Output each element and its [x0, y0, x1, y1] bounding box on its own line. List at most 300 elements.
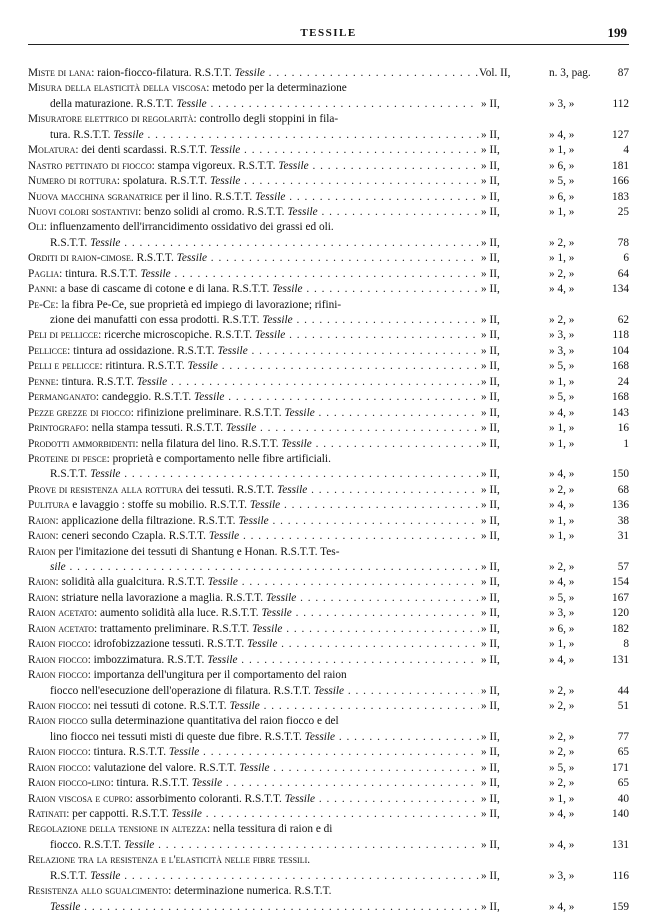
entry-term: Penne — [28, 375, 56, 388]
volume: » II, — [481, 144, 500, 157]
page-reference: 24 — [617, 375, 629, 388]
entry-text — [28, 190, 479, 205]
journal-name: Tessile — [284, 406, 315, 419]
issue-number: » 6, » — [549, 622, 575, 635]
entry-reference — [479, 359, 629, 374]
journal-name: Tessile — [265, 591, 297, 604]
entry-reference — [479, 560, 629, 575]
entry-text — [28, 328, 479, 343]
entry-term: Misura della elasticità della viscosa — [28, 82, 207, 95]
journal-name: Tessile — [208, 530, 240, 543]
page-reference: 51 — [617, 699, 629, 712]
volume: » II, — [481, 329, 500, 342]
entry-term: Raion fiocco — [28, 715, 88, 728]
page-reference: 118 — [612, 329, 629, 342]
entry-reference — [479, 745, 629, 760]
entry-text — [28, 81, 347, 96]
issue-number: » 3, » — [549, 869, 575, 882]
volume: » II, — [481, 499, 500, 512]
entry-term: Raion — [28, 576, 56, 589]
issue-number: » 2, » — [549, 746, 575, 759]
entry-reference — [479, 375, 629, 390]
issue-number: » 4, » — [549, 576, 575, 589]
entry-term: Raion — [28, 591, 56, 604]
journal-name: Tessile — [50, 900, 81, 913]
issue-number: » 2, » — [549, 236, 575, 249]
entry-description: dei tessuti. R.S.T.T. — [185, 483, 277, 496]
volume: » II, — [481, 267, 500, 280]
volume: » II, — [481, 777, 500, 790]
entry-term: Raion fiocco — [28, 761, 88, 774]
entry-term: Raion — [28, 514, 56, 527]
entry-separator: . — [130, 252, 137, 265]
entry-line — [28, 575, 629, 590]
index-entry — [28, 483, 629, 498]
entry-text — [28, 220, 334, 235]
entry-line — [28, 745, 629, 760]
entry-description: zione dei manufatti con essa prodotti. R.S.T.T. — [50, 314, 263, 326]
entry-reference — [479, 730, 629, 745]
volume: » II, — [481, 437, 500, 450]
entry-separator: : — [206, 82, 213, 95]
entry-term: Raion fiocco — [28, 699, 88, 712]
entry-description: tintura. R.S.T.T. — [61, 375, 137, 388]
issue-number: » 4, » — [549, 838, 575, 851]
entry-description: la fibra Pe-Ce, sue proprietà ed impiego di lavorazione; rifini- — [61, 298, 342, 311]
index-entry — [28, 267, 629, 282]
page-reference: 150 — [612, 468, 629, 481]
entry-text — [28, 452, 331, 467]
volume: » II, — [481, 838, 500, 851]
issue-number: » 3, » — [549, 329, 575, 342]
index-entry — [28, 776, 629, 791]
entry-separator: : — [87, 638, 94, 651]
issue-number: » 6, » — [549, 159, 575, 172]
entry-line — [28, 282, 629, 297]
entry-text — [28, 668, 347, 683]
volume: » II, — [481, 638, 500, 651]
entry-reference — [479, 776, 629, 791]
issue-number: n. 3, pag. — [549, 67, 591, 79]
entry-line — [28, 606, 629, 621]
entry-term: Peli di pellicce — [28, 329, 99, 342]
entry-text — [28, 761, 479, 776]
entry-line — [28, 560, 629, 575]
entry-term: Pe-Ce — [28, 298, 56, 311]
volume: » II, — [481, 236, 500, 249]
entry-text — [28, 822, 332, 837]
index-entry — [28, 159, 629, 174]
issue-number: » 4, » — [549, 653, 575, 666]
page-reference: 77 — [617, 730, 629, 743]
entry-text — [28, 344, 479, 359]
issue-number: » 2, » — [549, 684, 575, 697]
index-entry — [28, 220, 629, 251]
volume: » II, — [481, 283, 500, 296]
entry-separator: : — [55, 591, 62, 604]
entry-separator: : — [87, 746, 94, 759]
page-reference: 65 — [617, 777, 629, 790]
journal-name: Tessile — [194, 391, 225, 404]
journal-name: Tessile — [255, 190, 286, 203]
page-reference: 38 — [617, 514, 629, 527]
entry-term: Raion fiocco — [28, 653, 88, 666]
entry-line — [28, 869, 629, 884]
entry-reference — [479, 575, 629, 590]
entry-reference — [479, 606, 629, 621]
entry-text — [28, 529, 479, 544]
page-reference: 140 — [612, 808, 629, 820]
index-entry — [28, 112, 629, 143]
journal-name: Tessile — [246, 638, 278, 651]
entry-line — [28, 190, 629, 205]
entry-term: Regolazione della tensione in altezza — [28, 823, 207, 836]
entry-separator: : — [87, 653, 94, 666]
journal-name: Tessile — [276, 483, 308, 496]
entry-line — [28, 205, 629, 220]
journal-name: sile — [50, 561, 66, 573]
entry-separator: : — [87, 669, 94, 682]
volume: » II, — [481, 576, 500, 589]
journal-name: Tessile — [140, 267, 171, 280]
entry-separator: : — [55, 375, 62, 388]
entry-line — [28, 236, 629, 251]
journal-name: Tessile — [168, 746, 200, 759]
entry-text — [28, 514, 479, 529]
issue-number: » 2, » — [549, 730, 575, 743]
entry-text — [28, 251, 479, 266]
journal-name: Tessile — [281, 437, 312, 450]
volume: » II, — [481, 869, 500, 882]
index-entry — [28, 174, 629, 189]
volume: » II, — [481, 175, 500, 188]
entry-reference — [479, 313, 629, 328]
index-entry — [28, 251, 629, 266]
entry-term: Prodotti ammorbidenti — [28, 437, 136, 450]
volume: » II, — [481, 128, 500, 141]
issue-number: » 1, » — [549, 638, 575, 651]
entry-term: Raion fiocco — [28, 638, 88, 651]
journal-name: Tessile — [191, 777, 223, 790]
entry-term: Raion fiocco — [28, 669, 88, 682]
entry-term: Raion acetato — [28, 607, 95, 620]
entry-description: ceneri secondo Czapla. R.S.T.T. — [61, 530, 209, 543]
entry-separator: . — [307, 854, 311, 867]
entry-description: spolatura. R.S.T.T. — [122, 175, 211, 188]
issue-number: » 4, » — [549, 900, 575, 913]
entry-separator: : — [116, 175, 123, 188]
entry-separator: : — [168, 885, 175, 898]
issue-number: » 4, » — [549, 128, 575, 141]
index-entry — [28, 298, 629, 329]
entry-reference — [479, 282, 629, 297]
issue-number: » 1, » — [549, 530, 575, 543]
entry-separator: : — [94, 607, 100, 620]
entry-reference — [479, 190, 629, 205]
entry-line — [28, 174, 629, 189]
page-reference: 64 — [617, 267, 629, 280]
entry-description: nei tessuti di cotone. R.S.T.T. — [93, 699, 230, 712]
issue-number: » 6, » — [549, 190, 575, 203]
volume: » II, — [481, 761, 500, 774]
entry-separator: : — [193, 113, 200, 126]
index-entries — [28, 66, 629, 915]
page-reference: 168 — [612, 360, 629, 373]
entry-reference — [479, 205, 629, 220]
entry-reference — [479, 684, 629, 699]
volume: » II, — [481, 406, 500, 419]
entry-term: Oli — [28, 221, 44, 234]
entry-line — [28, 81, 629, 96]
entry-line — [28, 514, 629, 529]
entry-description: controllo degli stoppini in fila- — [199, 113, 339, 126]
entry-description: rifinizione preliminare. R.S.T.T. — [136, 406, 285, 419]
entry-term: Paglia — [28, 267, 60, 280]
entry-line — [28, 822, 629, 837]
entry-description: nella tessitura di raion e di — [212, 823, 333, 836]
journal-name: Tessile — [90, 236, 121, 249]
index-entry — [28, 745, 629, 760]
entry-description: fiocco. R.S.T.T. — [50, 838, 124, 851]
entry-reference — [479, 869, 629, 884]
entry-line — [28, 776, 629, 791]
entry-description: metodo per la determinazione — [212, 82, 347, 95]
entry-reference — [479, 591, 629, 606]
entry-description: stampa vigoreux. R.S.T.T. — [157, 159, 279, 172]
entry-term: Raion — [28, 530, 56, 543]
journal-name: Tessile — [249, 499, 281, 512]
issue-number: » 3, » — [549, 607, 575, 620]
entry-separator: : — [55, 514, 62, 527]
volume: » II, — [481, 422, 500, 435]
journal-name: Tessile — [207, 653, 238, 666]
entry-line — [28, 884, 629, 899]
issue-number: » 5, » — [549, 391, 575, 404]
journal-name: Tessile — [207, 576, 238, 589]
entry-reference — [479, 344, 629, 359]
journal-name: Tessile — [254, 329, 286, 342]
entry-reference — [479, 143, 629, 158]
entry-line — [28, 143, 629, 158]
journal-name: Tessile — [304, 730, 336, 743]
entry-reference — [479, 761, 629, 776]
entry-line — [28, 653, 629, 668]
page-reference: 136 — [612, 499, 629, 512]
index-entry — [28, 761, 629, 776]
entry-line — [28, 251, 629, 266]
entry-text — [50, 900, 479, 915]
entry-description: fiocco nell'esecuzione dell'operazione di filatura. R.S.T.T. — [50, 684, 314, 697]
entry-line — [28, 97, 629, 112]
entry-term: Permanganato — [28, 391, 96, 404]
entry-separator: : — [106, 452, 113, 465]
entry-text — [28, 637, 479, 652]
entry-description: nella filatura del lino. R.S.T.T. — [141, 437, 282, 450]
entry-term: Panni — [28, 283, 55, 296]
entry-reference — [479, 251, 629, 266]
section-title: TESSILE — [300, 27, 357, 39]
index-entry — [28, 529, 629, 544]
entry-text — [50, 236, 479, 251]
entry-reference — [479, 653, 629, 668]
issue-number: » 1, » — [549, 422, 575, 435]
index-entry — [28, 792, 629, 807]
entry-term: Pulitura — [28, 499, 70, 512]
page-reference: 44 — [617, 684, 629, 697]
entry-text — [50, 313, 479, 328]
entry-term: Prove di resistenza alla rottura — [28, 483, 183, 496]
index-entry — [28, 406, 629, 421]
page-reference: 104 — [612, 344, 629, 357]
entry-separator: : — [85, 422, 92, 435]
entry-separator: : — [99, 360, 106, 373]
entry-line — [28, 328, 629, 343]
entry-line — [28, 853, 629, 868]
entry-separator: : — [87, 699, 94, 712]
volume: » II, — [481, 514, 500, 527]
journal-name: Tessile — [239, 761, 270, 774]
issue-number: » 1, » — [549, 205, 575, 218]
journal-name: Tessile — [176, 97, 207, 110]
entry-text — [28, 421, 479, 436]
entry-text — [28, 112, 338, 127]
entry-term: Miste di lana — [28, 67, 92, 79]
entry-text — [28, 437, 479, 452]
page-reference: 183 — [612, 190, 629, 203]
page-reference: 62 — [617, 314, 629, 326]
page-reference: 131 — [612, 653, 629, 666]
entry-text — [50, 128, 479, 143]
entry-line — [28, 66, 629, 81]
index-entry — [28, 606, 629, 621]
issue-number: » 5, » — [549, 761, 575, 774]
header-rule — [28, 44, 629, 45]
entry-description: raion-fiocco-filatura. R.S.T.T. — [97, 67, 235, 79]
page-reference: 131 — [612, 838, 629, 851]
issue-number: » 5, » — [549, 591, 575, 604]
entry-reference — [479, 437, 629, 452]
entry-text — [28, 282, 479, 297]
index-entry — [28, 591, 629, 606]
issue-number: » 5, » — [549, 175, 575, 188]
volume: » II, — [481, 699, 500, 712]
index-entry — [28, 498, 629, 513]
entry-reference — [479, 390, 629, 405]
entry-term: Molatura — [28, 144, 76, 157]
entry-text — [28, 745, 479, 760]
index-entry — [28, 328, 629, 343]
entry-line — [28, 128, 629, 143]
index-entry — [28, 622, 629, 637]
entry-separator: : — [87, 761, 94, 774]
entry-line — [28, 390, 629, 405]
entry-text — [50, 730, 479, 745]
issue-number: » 2, » — [549, 483, 575, 496]
entry-text — [28, 359, 479, 374]
entry-term: Pezze grezze di fiocco — [28, 406, 131, 419]
page-reference: 182 — [612, 622, 629, 635]
entry-description: R.S.T.T. — [50, 236, 91, 249]
entry-text — [28, 298, 341, 313]
page-reference: 25 — [617, 205, 629, 218]
entry-separator: : — [66, 808, 73, 820]
entry-reference — [479, 529, 629, 544]
entry-description: per l'imitazione dei tessuti di Shantung e Honan. R.S.T.T. Tes- — [58, 545, 340, 558]
page-reference: 154 — [612, 576, 629, 589]
volume: » II, — [481, 730, 500, 743]
entry-description: per cappotti. R.S.T.T. — [72, 808, 172, 820]
entry-separator: : — [135, 437, 142, 450]
entry-text — [28, 853, 310, 868]
entry-term: Ratinati — [28, 808, 67, 820]
page-reference: 181 — [612, 159, 629, 172]
entry-description: a base di cascame di cotone e di lana. R.S.T.T. — [60, 283, 273, 296]
entry-description: dei denti scardassi. R.S.T.T. — [81, 144, 210, 157]
issue-number: » 1, » — [549, 514, 575, 527]
index-entry — [28, 714, 629, 745]
entry-separator: : — [151, 159, 158, 172]
entry-reference — [479, 328, 629, 343]
index-entry — [28, 282, 629, 297]
entry-line — [28, 467, 629, 482]
entry-description: benzo solidi al cromo. R.S.T.T. — [144, 205, 288, 218]
issue-number: » 1, » — [549, 252, 575, 265]
entry-description: R.S.T.T. — [50, 869, 91, 882]
issue-number: » 2, » — [549, 777, 575, 790]
entry-separator: : — [110, 777, 117, 790]
journal-name: Tessile — [217, 344, 248, 357]
index-entry — [28, 545, 629, 576]
entry-separator: : — [130, 406, 137, 419]
page-reference: 127 — [612, 128, 629, 141]
entry-description: R.S.T.T. — [136, 252, 177, 265]
entry-line — [28, 761, 629, 776]
journal-name: Tessile — [90, 869, 121, 882]
page-reference: 168 — [612, 391, 629, 404]
volume: » II, — [481, 344, 500, 357]
entry-reference — [479, 807, 629, 822]
entry-line — [28, 699, 629, 714]
entry-line — [28, 714, 629, 729]
entry-description: lino fiocco nei tessuti misti di queste due fibre. R.S.T.T. — [50, 730, 305, 743]
entry-description: importanza dell'ungitura per il comportamento del raion — [93, 669, 347, 682]
index-entry — [28, 421, 629, 436]
entry-text — [28, 498, 479, 513]
entry-separator: : — [75, 144, 82, 157]
entry-reference — [479, 406, 629, 421]
entry-line — [28, 421, 629, 436]
journal-name: Tessile — [313, 684, 345, 697]
entry-text — [50, 684, 479, 699]
index-entry — [28, 514, 629, 529]
entry-line — [28, 498, 629, 513]
page-reference: 167 — [612, 591, 629, 604]
index-entry — [28, 359, 629, 374]
entry-term: Raion acetato — [28, 622, 95, 635]
entry-text — [28, 792, 479, 807]
entry-description: e lavaggio : stoffe su mobilio. R.S.T.T. — [72, 499, 250, 512]
volume: » II, — [481, 375, 500, 388]
entry-term: Pellicce — [28, 344, 68, 357]
volume: » II, — [481, 792, 500, 805]
volume: » II, — [481, 483, 500, 496]
entry-text — [28, 575, 479, 590]
entry-description: nella stampa tessuti. R.S.T.T. — [91, 422, 226, 435]
entry-term: Resistenza allo sgualcimento — [28, 885, 169, 898]
entry-description: tintura. R.S.T.T. — [116, 777, 192, 790]
entry-term: Raion — [28, 545, 56, 558]
volume: » II, — [481, 205, 500, 218]
